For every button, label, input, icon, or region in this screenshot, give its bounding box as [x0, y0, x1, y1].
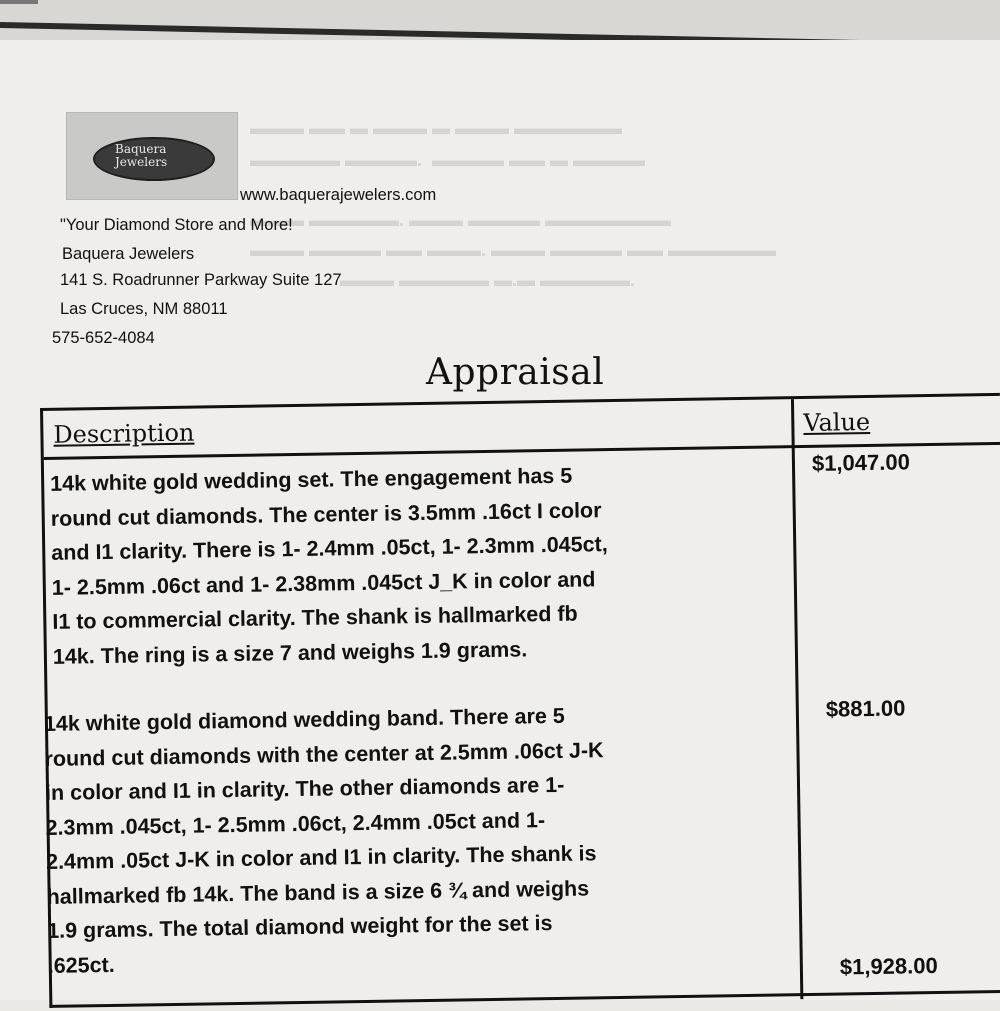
bleed-through-text: ▬▬▬▬▬ ▬▬▬▬. ▬▬▬▬ ▬▬ ▬ ▬▬▬▬: [250, 150, 646, 170]
store-phone: 575-652-4084: [52, 329, 155, 347]
bleed-through-text: ▬▬▬ ▬▬▬▬▬ ▬.▬ ▬▬▬▬▬.: [340, 270, 636, 290]
store-logo: [66, 112, 238, 200]
appraisal-table: [40, 393, 1000, 1008]
description-line: I1 to commercial clarity. The shank is hallmarked fb: [52, 601, 578, 634]
corner-mark: [0, 0, 38, 4]
description-line: in color and I1 in clarity. The other diamonds are 1-: [44, 772, 565, 805]
logo-line-2: Jewelers: [115, 155, 168, 169]
column-header-value: Value: [803, 407, 871, 438]
item-description-wedding-set: [50, 455, 813, 674]
description-line: 1- 2.5mm .06ct and 1- 2.38mm .045ct J_K in color and: [51, 566, 596, 600]
description-line: 14k white gold wedding set. The engagement has 5: [50, 463, 573, 496]
item-value-wedding-band: $881.00: [825, 695, 906, 722]
total-value: $1,928.00: [839, 952, 938, 980]
logo-line-1: Baquera: [115, 142, 167, 156]
description-line: 14k white gold diamond wedding band. There are 5: [43, 703, 565, 736]
bleed-through-text: ▬▬▬ ▬▬▬▬▬. ▬▬▬ ▬▬▬▬ ▬▬▬▬▬▬▬: [250, 210, 672, 230]
store-address-line2: Las Cruces, NM 88011: [60, 300, 228, 318]
column-header-description: Description: [53, 418, 195, 449]
store-website: www.baquerajewelers.com: [240, 186, 437, 204]
store-name: Baquera Jewelers: [62, 245, 195, 263]
description-line: 2.4mm .05ct J-K in color and I1 in clarity. The shank is: [45, 841, 597, 874]
description-line: 2.3mm .045ct, 1- 2.5mm .06ct, 2.4mm .05ct and 1-: [45, 807, 546, 840]
description-line: 14k. The ring is a size 7 and weighs 1.9 grams.: [52, 636, 528, 669]
description-line: 1.9 grams. The total diamond weight for the set is: [47, 911, 553, 943]
description-line: round cut diamonds. The center is 3.5mm .16ct I color: [50, 497, 602, 531]
bleed-through-text: ▬▬▬ ▬▬▬▬ ▬▬ ▬▬▬. ▬▬▬ ▬▬▬▬ ▬▬ ▬▬▬▬▬▬: [250, 240, 777, 260]
item-description-wedding-band: [44, 695, 808, 983]
store-tagline: "Your Diamond Store and More!: [60, 216, 293, 234]
bleed-through-text: ▬▬▬ ▬▬ ▬ ▬▬▬ ▬ ▬▬▬ ▬▬▬▬▬▬: [250, 118, 623, 138]
item-value-wedding-set: $1,047.00: [811, 449, 911, 476]
description-line: and I1 clarity. There is 1- 2.4mm .05ct, 1- 2.3mm .045ct,: [51, 532, 608, 565]
description-line: .625ct.: [47, 952, 115, 978]
document-title: Appraisal: [426, 352, 605, 393]
store-address-line1: 141 S. Roadrunner Parkway Suite 127: [60, 271, 342, 289]
description-line: round cut diamonds with the center at 2.5mm .06ct J-K: [44, 737, 604, 771]
description-line: hallmarked fb 14k. The band is a size 6 ¾ and weighs: [46, 875, 590, 909]
